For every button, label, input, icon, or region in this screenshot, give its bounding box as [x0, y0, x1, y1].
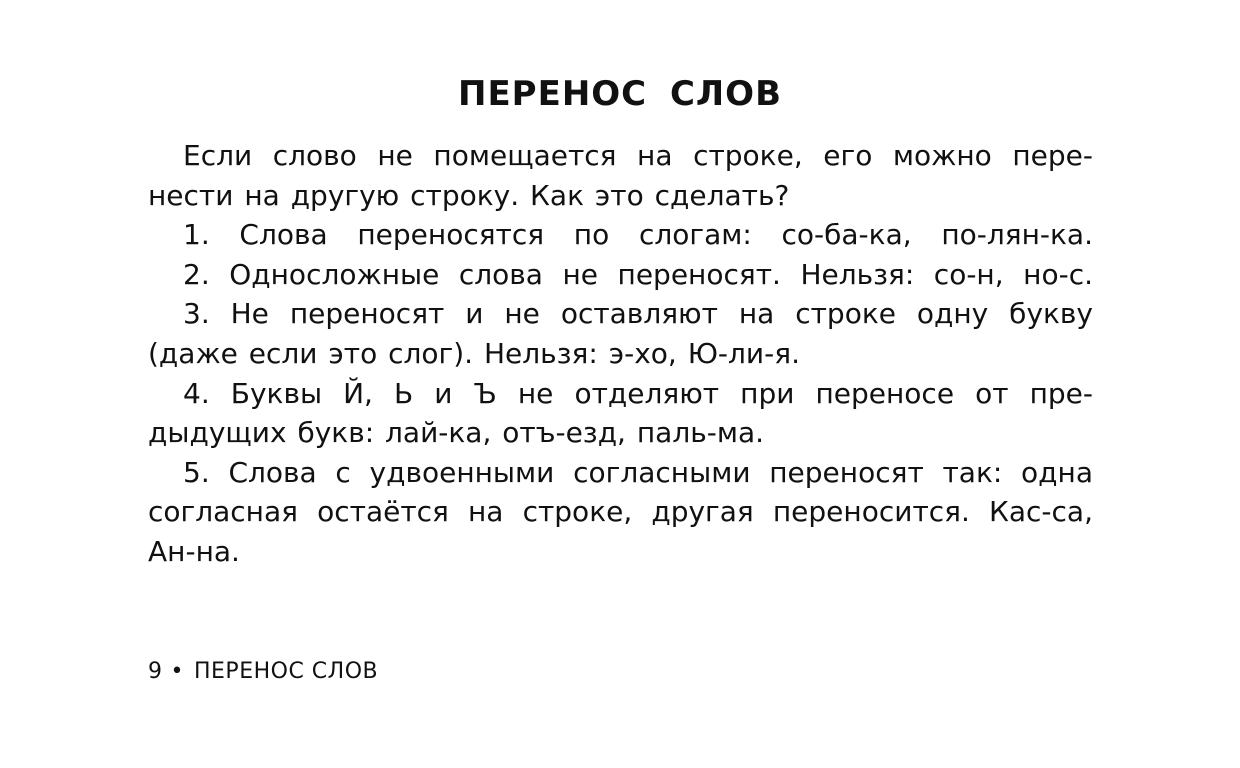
bullet-icon: • — [170, 659, 184, 684]
rule-3-line-2: (даже если это слог). Нельзя: э-хо, Ю-ли-я. — [148, 337, 800, 370]
text-line-2: нести на другую строку. Как это сделать? — [148, 179, 790, 212]
footer-section-title: ПЕРЕНОС СЛОВ — [193, 659, 379, 684]
rule-5-line-2: согласная остаётся на строке, другая переносится. Кас-са, — [148, 495, 1093, 528]
rule-1-line: 1. Слова переносятся по слогам: со-ба-ка, по-лян-ка. — [183, 218, 1093, 251]
text-line-1: Если слово не помещается на строке, его можно пере- — [183, 139, 1093, 172]
rule-3-line-1: 3. Не переносят и не оставляют на строке одну букву — [183, 297, 1093, 330]
rule-4-line-1: 4. Буквы Й, Ь и Ъ не отделяют при переносе от пре- — [183, 377, 1093, 410]
rule-4-line-2: дыдущих букв: лай-ка, отъ-езд, паль-ма. — [148, 416, 765, 449]
rule-2-line: 2. Односложные слова не переносят. Нельзя: со-н, но-с. — [183, 258, 1093, 291]
rule-5-line-1: 5. Слова с удвоенными согласными переносят так: одна — [183, 456, 1093, 489]
page-title: ПЕРЕНОС СЛОВ — [458, 74, 782, 114]
page-footer — [148, 657, 378, 687]
rule-5-line-3: Ан-на. — [148, 535, 240, 568]
page-number: 9 — [148, 659, 163, 684]
